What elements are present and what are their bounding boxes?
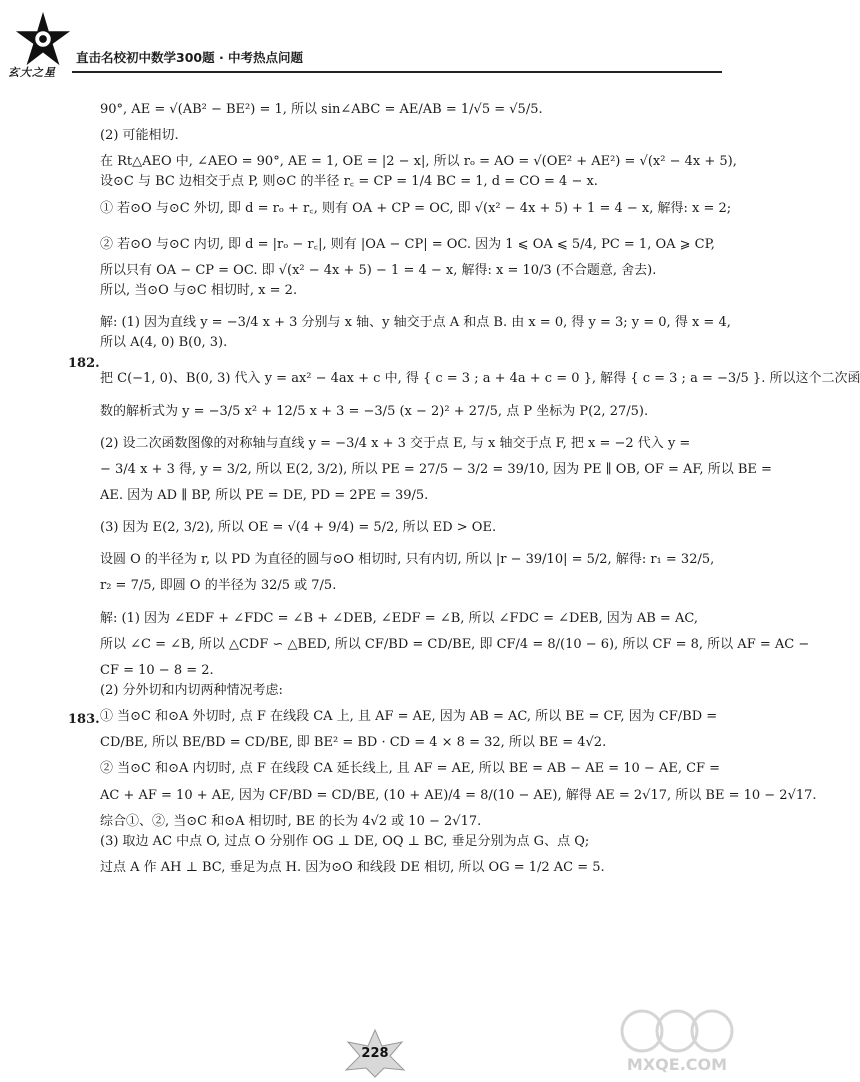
p182-line-2: 所以 A(4, 0) B(0, 3).	[100, 335, 228, 351]
p182-line-3: 把 C(−1, 0)、B(0, 3) 代入 y = ax² − 4ax + c 中, 得 { c = 3 ; a + 4a + c = 0 }, 解得 { c = 3 ; a = −3/5 }. 所以这个二次函	[100, 371, 860, 387]
p183-line-6: CD/BE, 所以 BE/BD = CD/BE, 即 BE² = BD · CD = 4 × 8 = 32, 所以 BE = 4√2.	[100, 735, 607, 751]
p181-line-8: 所以, 当⊙O 与⊙C 相切时, x = 2.	[100, 282, 298, 298]
p182-line-8: (3) 因为 E(2, 3/2), 所以 OE = √(4 + 9/4) = 5/2, 所以 ED > OE.	[100, 520, 497, 536]
p181-line-5: ① 若⊙O 与⊙C 外切, 即 d = rₒ + r꜀, 则有 OA + CP = OC, 即 √(x² − 4x + 5) + 1 = 4 − x, 解得: x = 2;	[100, 200, 732, 216]
watermark-text: MXQE.COM	[626, 1055, 728, 1074]
p183-line-2: 所以 ∠C = ∠B, 所以 △CDF ∽ △BED, 所以 CF/BD = CD/BE, 即 CF/4 = 8/(10 − 6), 所以 CF = 8, 所以 AF = AC −	[100, 636, 810, 652]
p183-line-1: 解: (1) 因为 ∠EDF + ∠FDC = ∠B + ∠DEB, ∠EDF = ∠B, 所以 ∠FDC = ∠DEB, 因为 AB = AC,	[100, 610, 698, 626]
p181-line-2: (2) 可能相切.	[100, 128, 179, 144]
p183-line-10: (3) 取边 AC 中点 O, 过点 O 分别作 OG ⊥ DE, OQ ⊥ BC, 垂足分别为点 G、点 Q;	[100, 833, 590, 849]
page-footer	[340, 1028, 410, 1078]
book-title: 直击名校初中数学300题 · 中考热点问题	[76, 50, 304, 65]
p182-line-10: r₂ = 7/5, 即圆 O 的半径为 32/5 或 7/5.	[100, 578, 337, 594]
solution-content	[100, 100, 860, 878]
p181-line-6: ② 若⊙O 与⊙C 内切, 即 d = |rₒ − r꜀|, 则有 |OA − CP| = OC. 因为 1 ⩽ OA ⩽ 5/4, PC = 1, OA ⩾ CP,	[100, 236, 715, 252]
logo-text: 玄大之星	[8, 66, 56, 79]
page-number: 228	[361, 1046, 389, 1061]
star-logo-icon	[14, 10, 72, 68]
p182-line-4: 数的解析式为 y = −3/5 x² + 12/5 x + 3 = −3/5 (x − 2)² + 27/5, 点 P 坐标为 P(2, 27/5).	[100, 403, 649, 419]
p182-line-5: (2) 设二次函数图像的对称轴与直线 y = −3/4 x + 3 交于点 E, 与 x 轴交于点 F, 把 x = −2 代入 y =	[100, 435, 691, 451]
page-header	[0, 0, 750, 80]
p182-line-7: AE. 因为 AD ∥ BP, 所以 PE = DE, PD = 2PE = 39/5.	[100, 487, 429, 503]
p183-line-5: ① 当⊙C 和⊙A 外切时, 点 F 在线段 CA 上, 且 AF = AE, 因为 AB = AC, 所以 BE = CF, 因为 CF/BD =	[100, 709, 718, 725]
header-divider	[72, 71, 722, 73]
p181-line-3: 在 Rt△AEO 中, ∠AEO = 90°, AE = 1, OE = |2 − x|, 所以 rₒ = AO = √(OE² + AE²) = √(x² − 4x + 5),	[100, 154, 737, 170]
p181-line-7: 所以只有 OA − CP = OC. 即 √(x² − 4x + 5) − 1 = 4 − x, 解得: x = 10/3 (不合题意, 舍去).	[100, 262, 657, 278]
p182-line-1: 解: (1) 因为直线 y = −3/4 x + 3 分别与 x 轴、y 轴交于点 A 和点 B. 由 x = 0, 得 y = 3; y = 0, 得 x = 4,	[100, 315, 731, 331]
watermark-logo-icon	[612, 1006, 742, 1056]
p183-line-7: ② 当⊙C 和⊙A 内切时, 点 F 在线段 CA 延长线上, 且 AF = AE, 所以 BE = AB − AE = 10 − AE, CF =	[100, 761, 721, 777]
p183-line-11: 过点 A 作 AH ⊥ BC, 垂足为点 H. 因为⊙O 和线段 DE 相切, 所以 OG = 1/2 AC = 5.	[100, 859, 605, 875]
p183-line-3: CF = 10 − 8 = 2.	[100, 662, 214, 678]
p181-line-4: 设⊙C 与 BC 边相交于点 P, 则⊙C 的半径 r꜀ = CP = 1/4 BC = 1, d = CO = 4 − x.	[100, 174, 598, 190]
p182-line-6: − 3/4 x + 3 得, y = 3/2, 所以 E(2, 3/2), 所以 PE = 27/5 − 3/2 = 39/10, 因为 PE ∥ OB, OF = AF, 所以 BE =	[100, 461, 772, 477]
p182-line-9: 设圆 O 的半径为 r, 以 PD 为直径的圆与⊙O 相切时, 只有内切, 所以 |r − 39/10| = 5/2, 解得: r₁ = 32/5,	[100, 552, 715, 568]
p181-line-1: 90°, AE = √(AB² − BE²) = 1, 所以 sin∠ABC = AE/AB = 1/√5 = √5/5.	[100, 102, 543, 117]
watermark	[612, 1006, 742, 1076]
problem-number-183: 183.	[68, 712, 100, 727]
p183-line-4: (2) 分外切和内切两种情况考虑:	[100, 682, 283, 698]
problem-number-182: 182.	[68, 356, 100, 371]
p183-line-8: AC + AF = 10 + AE, 因为 CF/BD = CD/BE, (10 + AE)/4 = 8/(10 − AE), 解得 AE = 2√17, 所以 BE = 10 − 2√17.	[100, 787, 817, 803]
p183-line-9: 综合①、②, 当⊙C 和⊙A 相切时, BE 的长为 4√2 或 10 − 2√17.	[100, 813, 482, 829]
